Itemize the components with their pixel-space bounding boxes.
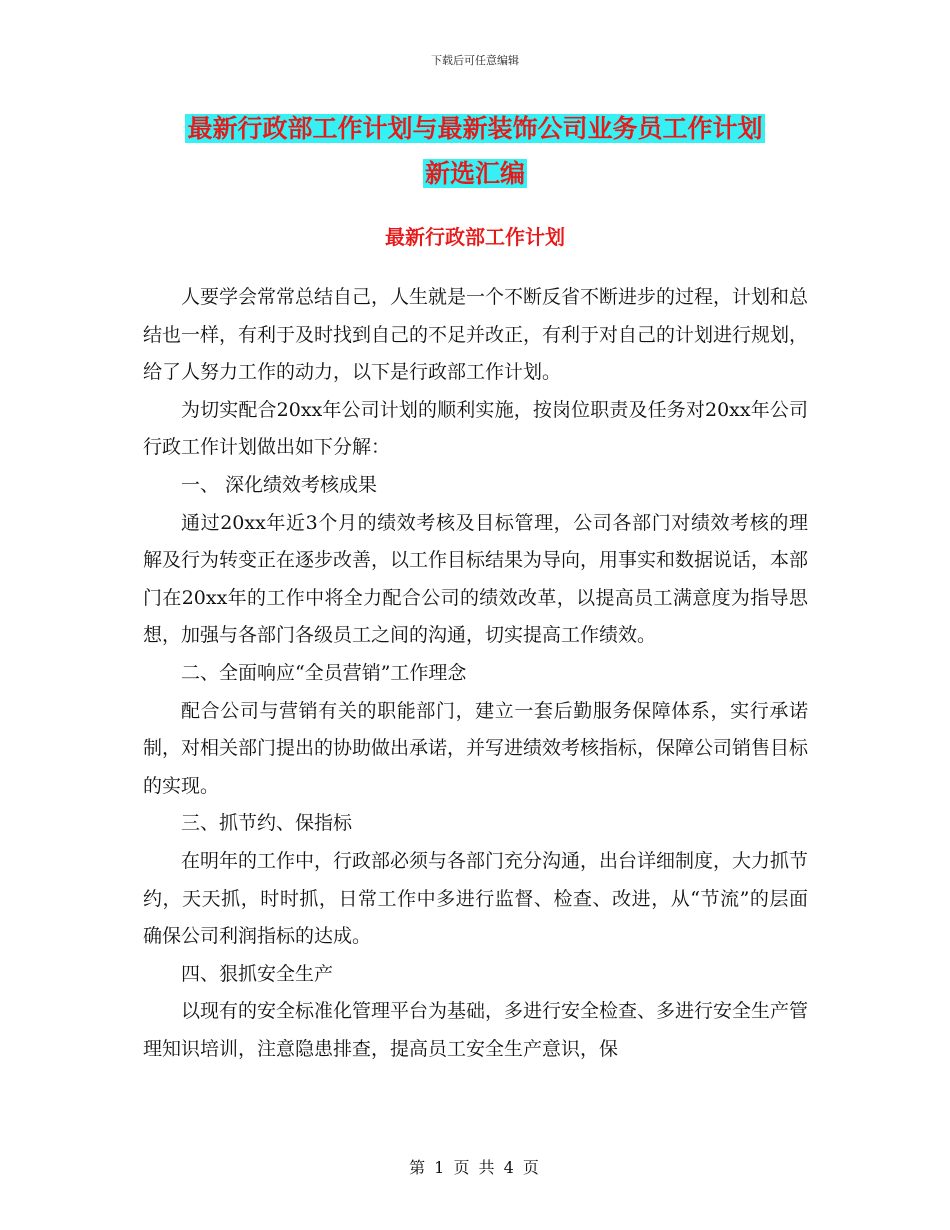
paragraph-item-4: 以现有的安全标准化管理平台为基础，多进行安全检查、多进行安全生产管理知识培训，注意隐患排查，提高员工安全生产意识，保 <box>143 1000 809 1060</box>
document-title-text-2: 新选汇编 <box>424 159 525 188</box>
document-title-line-1 <box>0 111 950 147</box>
paragraph-intro: 人要学会常常总结自己，人生就是一个不断反省不断进步的过程，计划和总结也一样，有利于及时找到自己的不足并改正，有利于对自己的计划进行规划，给了人努力工作的动力，以下是行政部工作计划。 <box>143 286 809 384</box>
paragraph-item-2: 配合公司与营销有关的职能部门，建立一套后勤服务保障体系，实行承诺制，对相关部门提出的协助做出承诺，并写进绩效考核指标，保障公司销售目标的实现。 <box>143 699 809 797</box>
heading-item-3: 三、抓节约、保指标 <box>181 812 353 835</box>
page-footer: 第 1 页 共 4 页 <box>409 1158 541 1177</box>
heading-item-2: 二、全面响应“全员营销”工作理念 <box>181 661 467 684</box>
document-title-text-1: 最新行政部工作计划与最新装饰公司业务员工作计划 <box>187 114 763 143</box>
paragraph-item-1: 通过20xx年近3个月的绩效考核及目标管理，公司各部门对绩效考核的理解及行为转变正在逐步改善，以工作目标结果为导向，用事实和数据说话，本部门在20xx年的工作中将全力配合公司的绩效改革，以提高员工满意度为指导思想，加强与各部门各级员工之间的沟通，切实提高工作绩效。 <box>143 511 809 647</box>
heading-item-4: 四、狠抓安全生产 <box>181 962 334 985</box>
paragraph-plan-breakdown: 为切实配合20xx年公司计划的顺利实施，按岗位职责及任务对20xx年公司行政工作计划做出如下分解： <box>143 398 808 459</box>
page-header: 下载后可任意编辑 <box>431 54 519 67</box>
document-title-line-2 <box>0 156 950 192</box>
heading-item-1: 一、 深化绩效考核成果 <box>181 473 378 496</box>
paragraph-item-3: 在明年的工作中，行政部必须与各部门充分沟通，出台详细制度，大力抓节约，天天抓，时时抓，日常工作中多进行监督、检查、改进，从“节流”的层面确保公司利润指标的达成。 <box>143 849 809 948</box>
section-title: 最新行政部工作计划 <box>385 225 565 249</box>
document-body <box>143 279 808 1068</box>
